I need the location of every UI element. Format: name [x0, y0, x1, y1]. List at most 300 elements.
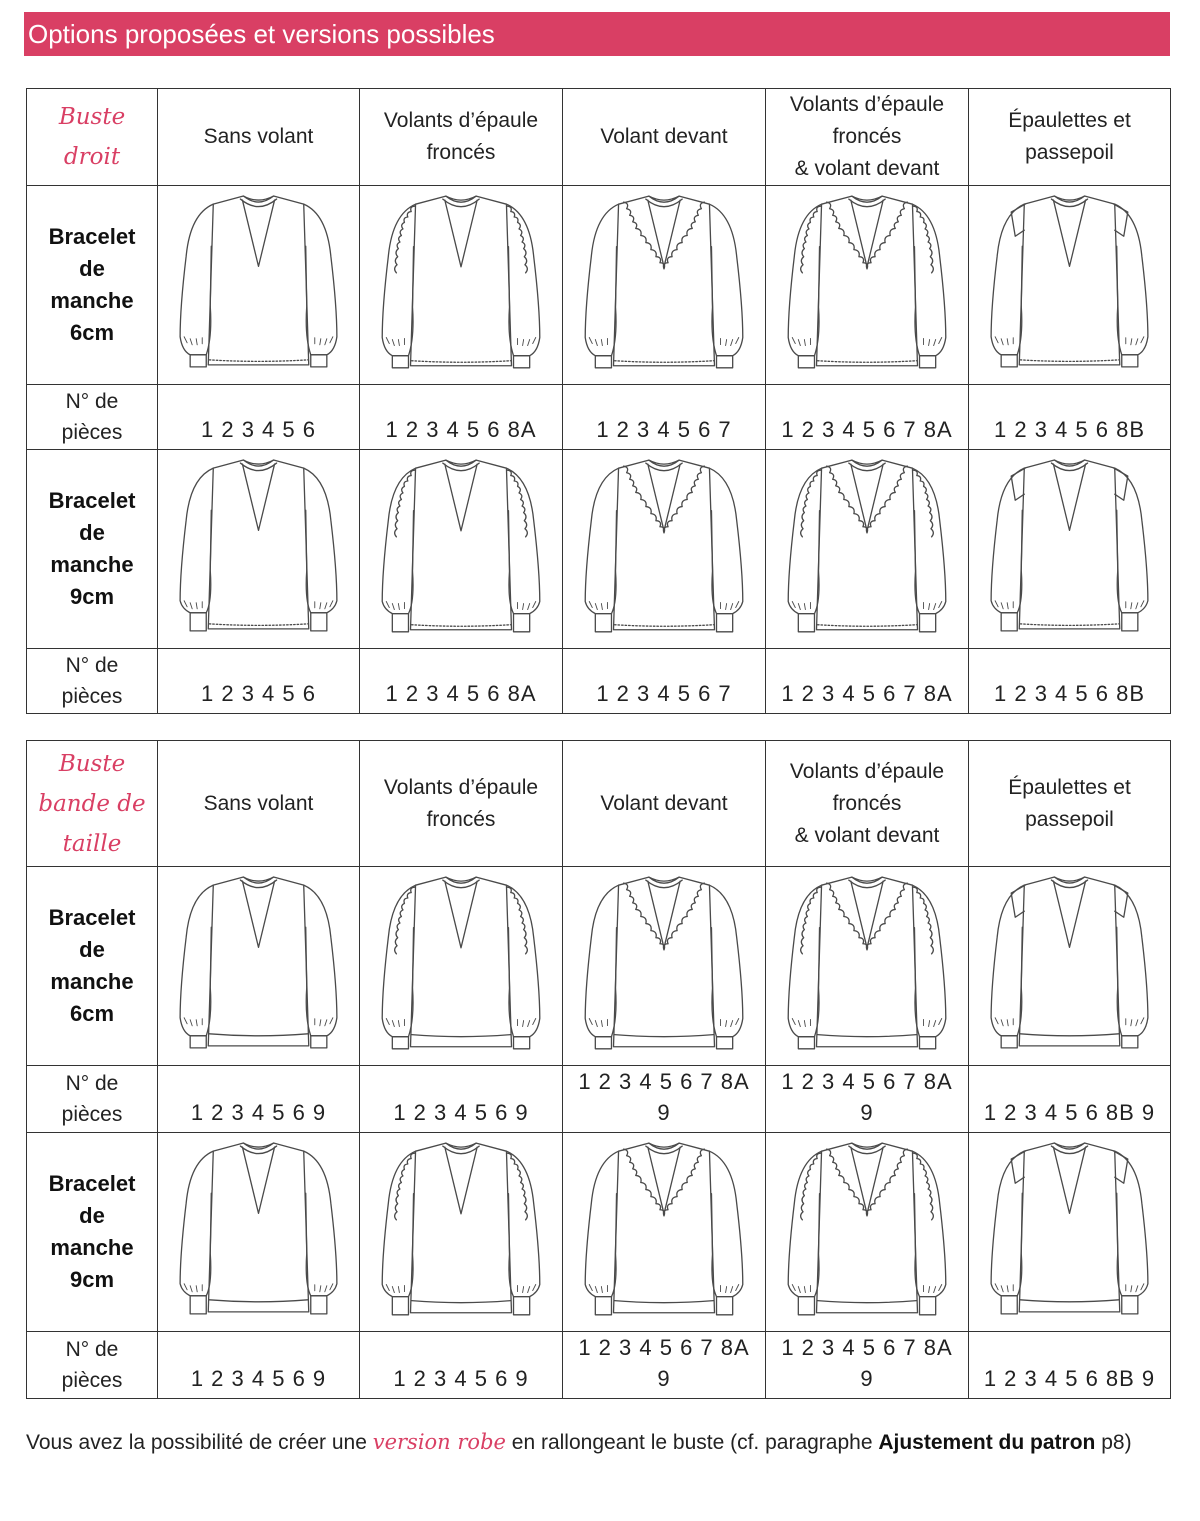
garment-sleeve-gathers [184, 1284, 333, 1292]
garment-row [27, 449, 1171, 648]
garment-shoulder-ruffle-left [395, 1153, 415, 1220]
garment-left-sleeve [382, 204, 415, 355]
garment-right-sleeve [304, 886, 337, 1037]
garment-body [411, 877, 512, 1047]
pieces-numbers-line: 9 [657, 1099, 671, 1125]
garment-left-cuff [798, 614, 814, 632]
pieces-numbers-line: 1 2 3 4 5 6 [201, 680, 316, 706]
garment-body [614, 1143, 715, 1313]
garment-v-yoke [242, 1148, 274, 1214]
garment-shoulder-ruffle-right [507, 206, 527, 273]
garment-shoulder-ruffle-left [395, 887, 415, 954]
corner-cell [27, 741, 158, 867]
column-header-line: Volants d’épaule [789, 93, 945, 116]
garment-illustration [360, 450, 562, 648]
corner-label-line: droit [63, 144, 121, 170]
garment-hem [1020, 624, 1118, 626]
garment-illustration [158, 186, 359, 383]
pieces-numbers-line: 1 2 3 4 5 6 8B 9 [983, 1099, 1156, 1125]
row-label-line: manche [50, 551, 134, 577]
garment-v-yoke [1053, 882, 1085, 948]
garment-illustration-cell [766, 449, 969, 648]
garment-shoulder-ruffle-left [801, 887, 821, 954]
garment-left-cuff [1001, 355, 1017, 367]
garment-left-cuff [798, 1297, 814, 1315]
column-header-line: Volant devant [600, 791, 728, 815]
row-label-line: Bracelet [48, 223, 136, 249]
garment-hem [412, 361, 511, 363]
pieces-numbers-line: 1 2 3 4 5 6 7 8A [578, 1068, 750, 1094]
garment-sleeve-gathers [792, 337, 941, 345]
garment-neckband [849, 196, 885, 207]
column-header-line: froncés [426, 141, 496, 164]
row-label-line: de [79, 519, 105, 545]
garment-illustration-cell [158, 867, 360, 1066]
garment-front-ruffle-left [624, 1149, 665, 1216]
pieces-numbers [969, 648, 1171, 713]
row-label-line: Bracelet [48, 1170, 136, 1196]
garment-waistband [615, 1301, 714, 1303]
garment-shoulder-ruffle-right [507, 470, 527, 537]
garment-v-yoke [1053, 1148, 1085, 1214]
garment-front-ruffle-left [624, 466, 665, 533]
garment-body [1019, 460, 1119, 629]
garment-left-cuff [595, 356, 611, 368]
pieces-numbers-line: 1 2 3 4 5 6 7 8A [781, 1334, 953, 1360]
garment-body [614, 877, 715, 1047]
options-table-buste-bande-de-taille [26, 740, 1171, 1399]
column-header-line: Épaulettes et [1008, 775, 1131, 799]
garment-illustration-cell [969, 449, 1171, 648]
garment-waistband [209, 1300, 307, 1302]
row-label-line: de [79, 936, 105, 962]
garment-shoulder-ruffle-left [801, 206, 821, 273]
garment-neckband [240, 197, 276, 208]
column-header [158, 89, 360, 186]
garment-body [208, 878, 308, 1047]
garment-sleeve-gathers [589, 337, 738, 345]
garment-illustration-cell [969, 186, 1171, 385]
footer-text-before: Vous avez la possibilité de créer une [26, 1431, 373, 1454]
pieces-numbers [360, 384, 563, 449]
garment-body [817, 877, 918, 1047]
footer-note [26, 1424, 1170, 1461]
row-label-line: manche [50, 1234, 134, 1260]
pieces-numbers [766, 1331, 969, 1398]
garment-hem [209, 624, 307, 626]
garment-illustration-cell [158, 1132, 360, 1331]
garment-v-yoke [1053, 201, 1085, 267]
pieces-label-line: N° de [65, 1071, 119, 1095]
garment-left-cuff [1001, 613, 1017, 631]
garment-illustration [563, 450, 765, 648]
garment-neckband [240, 878, 276, 889]
garment-right-cuff [920, 356, 936, 368]
garment-body [411, 460, 512, 630]
column-header [969, 89, 1171, 186]
row-label [27, 186, 158, 385]
column-header-line: Volants d’épaule [383, 775, 539, 799]
garment-v-yoke [242, 882, 274, 948]
garment-neckband [1051, 878, 1087, 889]
garment-left-cuff [190, 1296, 206, 1314]
pieces-numbers [969, 384, 1171, 449]
pieces-numbers-line: 9 [860, 1365, 874, 1391]
pieces-numbers [563, 1065, 766, 1132]
garment-right-cuff [514, 1297, 530, 1315]
pieces-numbers [158, 1065, 360, 1132]
garment-illustration-cell [563, 867, 766, 1066]
garment-left-sleeve [180, 469, 213, 614]
corner-label-line: Buste [58, 104, 126, 130]
garment-shoulder-ruffle-right [913, 206, 933, 273]
column-header [766, 89, 969, 186]
column-header-line: passepoil [1025, 141, 1114, 164]
garment-illustration [563, 867, 765, 1065]
row-label-line: de [79, 255, 105, 281]
garment-right-cuff [1122, 355, 1138, 367]
garment-waistband [412, 1301, 511, 1303]
garment-right-cuff [920, 1037, 936, 1049]
garment-illustration [766, 1133, 968, 1331]
garment-right-sleeve [912, 204, 945, 355]
corner-label-line: bande de [38, 790, 146, 817]
garment-front-ruffle-left [624, 883, 665, 950]
garment-left-sleeve [991, 469, 1024, 614]
garment-body [614, 196, 715, 366]
pieces-numbers-line: 1 2 3 4 5 6 7 8A [781, 680, 953, 706]
garment-front-ruffle-right [663, 466, 704, 533]
garment-v-yoke [242, 201, 274, 267]
footer-version-robe: version robe [372, 1430, 506, 1454]
garment-shoulder-ruffle-right [913, 1153, 933, 1220]
garment-sleeve-gathers [386, 337, 535, 345]
header-row [27, 89, 1171, 186]
garment-body [411, 1143, 512, 1313]
garment-shoulder-ruffle-right [507, 887, 527, 954]
garment-left-sleeve [180, 1152, 213, 1297]
header-row [27, 741, 1171, 867]
garment-right-cuff [311, 613, 327, 631]
column-header-line: Sans volant [203, 125, 314, 148]
garment-left-sleeve [991, 205, 1024, 356]
garment-hem [1020, 360, 1118, 362]
garment-illustration [969, 867, 1170, 1064]
garment-right-sleeve [912, 1151, 945, 1296]
garment-front-ruffle-right [866, 1149, 907, 1216]
garment-left-cuff [190, 355, 206, 367]
footer-text-middle: en rallongeant le buste (cf. paragraphe [505, 1431, 879, 1454]
garment-right-sleeve [506, 468, 539, 613]
garment-shoulder-ruffle-left [801, 1153, 821, 1220]
garment-front-ruffle-right [663, 883, 704, 950]
column-header-line: froncés [832, 791, 902, 815]
column-header [158, 741, 360, 867]
garment-right-sleeve [506, 204, 539, 355]
footer-patron-link: patron [1030, 1431, 1096, 1454]
garment-right-sleeve [912, 885, 945, 1036]
pieces-numbers-line: 9 [860, 1099, 874, 1125]
section-title: Options proposées et versions possibles [28, 19, 495, 49]
garment-waistband [412, 1035, 511, 1037]
section-title-banner [24, 12, 1170, 56]
garment-neckband [443, 196, 479, 207]
pieces-numbers-line: 1 2 3 4 5 6 8B 9 [983, 1365, 1156, 1391]
row-label [27, 867, 158, 1066]
column-header [360, 741, 563, 867]
pieces-label-line: pièces [61, 684, 123, 708]
garment-neckband [1051, 1143, 1087, 1154]
garment-left-sleeve [788, 468, 821, 613]
garment-left-sleeve [180, 886, 213, 1037]
column-header-line: froncés [426, 807, 496, 831]
pieces-numbers-line: 1 2 3 4 5 6 7 8A [578, 1334, 750, 1360]
garment-left-sleeve [585, 204, 618, 355]
garment-left-cuff [798, 356, 814, 368]
pieces-label [27, 648, 158, 713]
garment-body [817, 1143, 918, 1313]
garment-illustration [563, 186, 765, 384]
column-header [563, 741, 766, 867]
garment-front-ruffle-left [624, 202, 665, 269]
pieces-label-line: pièces [61, 1368, 123, 1392]
row-label-line: Bracelet [48, 904, 136, 930]
garment-shoulder-ruffle-left [395, 206, 415, 273]
pieces-label-line: N° de [65, 389, 119, 413]
garment-hem [615, 361, 714, 363]
garment-left-cuff [392, 356, 408, 368]
garment-left-sleeve [788, 1151, 821, 1296]
garment-right-cuff [1122, 1296, 1138, 1314]
garment-row [27, 1132, 1171, 1331]
row-label [27, 1132, 158, 1331]
garment-neckband [849, 877, 885, 888]
garment-right-sleeve [1115, 469, 1148, 614]
options-table-buste-droit [26, 88, 1171, 714]
pieces-numbers-line: 1 2 3 4 5 6 8B [994, 680, 1145, 706]
garment-illustration [158, 450, 359, 647]
row-label [27, 449, 158, 648]
garment-right-cuff [1122, 613, 1138, 631]
garment-illustration-cell [563, 1132, 766, 1331]
pieces-label-line: N° de [65, 653, 119, 677]
pieces-row [27, 1331, 1171, 1398]
garment-sleeve-gathers [589, 601, 738, 609]
garment-neckband [240, 1143, 276, 1154]
garment-left-cuff [1001, 1036, 1017, 1048]
garment-right-sleeve [709, 885, 742, 1036]
pieces-numbers [158, 1331, 360, 1398]
garment-front-ruffle-left [827, 466, 868, 533]
pieces-numbers-line: 1 2 3 4 5 6 7 [596, 416, 732, 442]
pieces-numbers [360, 648, 563, 713]
garment-front-ruffle-left [827, 202, 868, 269]
garment-v-yoke [648, 200, 680, 267]
garment-right-cuff [717, 614, 733, 632]
pieces-numbers-line: 1 2 3 4 5 6 9 [190, 1365, 327, 1391]
pieces-numbers-line: 1 2 3 4 5 6 7 8A [781, 416, 953, 442]
pieces-numbers-line: 1 2 3 4 5 6 7 8A [781, 1068, 953, 1094]
row-label-line: 9cm [69, 1266, 115, 1292]
pieces-numbers [563, 384, 766, 449]
pieces-numbers-line: 1 2 3 4 5 6 9 [393, 1365, 529, 1391]
garment-shoulder-ruffle-right [913, 887, 933, 954]
garment-left-sleeve [180, 205, 213, 356]
garment-illustration-cell [360, 449, 563, 648]
garment-illustration [766, 186, 968, 384]
garment-v-yoke [851, 881, 883, 948]
garment-neckband [240, 460, 276, 471]
garment-front-ruffle-right [866, 883, 907, 950]
garment-left-sleeve [585, 468, 618, 613]
row-label-line: manche [50, 968, 134, 994]
garment-body [208, 197, 308, 366]
garment-left-cuff [798, 1037, 814, 1049]
garment-illustration-cell [563, 449, 766, 648]
footer-text-after: p8) [1095, 1431, 1132, 1454]
row-label-line: Bracelet [48, 487, 136, 513]
garment-waistband [615, 1035, 714, 1037]
row-label-line: 6cm [69, 319, 115, 345]
pieces-row [27, 1065, 1171, 1132]
garment-waistband [818, 1301, 917, 1303]
garment-waistband [818, 1035, 917, 1037]
garment-waistband [1020, 1034, 1118, 1036]
garment-right-cuff [311, 355, 327, 367]
row-label-line: 6cm [69, 1000, 115, 1026]
corner-label-line: Buste [58, 750, 126, 777]
garment-neckband [849, 460, 885, 471]
pieces-numbers-line: 1 2 3 4 5 6 8A [385, 680, 537, 706]
garment-row [27, 186, 1171, 385]
garment-right-sleeve [1115, 886, 1148, 1037]
garment-right-cuff [514, 614, 530, 632]
garment-left-cuff [392, 1037, 408, 1049]
garment-v-yoke [851, 200, 883, 267]
garment-left-cuff [190, 1036, 206, 1048]
garment-right-cuff [717, 356, 733, 368]
garment-right-sleeve [304, 205, 337, 356]
row-label-line: manche [50, 287, 134, 313]
garment-v-yoke [445, 1147, 477, 1214]
garment-sleeve-gathers [386, 1284, 535, 1292]
pieces-numbers-line: 1 2 3 4 5 6 9 [393, 1099, 529, 1125]
pieces-numbers [563, 648, 766, 713]
pieces-label [27, 384, 158, 449]
garment-front-ruffle-right [663, 1149, 704, 1216]
garment-sleeve-gathers [995, 1284, 1144, 1292]
garment-body [1019, 878, 1119, 1047]
column-header [360, 89, 563, 186]
corner-cell [27, 89, 158, 186]
garment-neckband [1051, 197, 1087, 208]
garment-right-sleeve [709, 1151, 742, 1296]
garment-v-yoke [648, 1147, 680, 1214]
garment-neckband [1051, 460, 1087, 471]
garment-neckband [443, 460, 479, 471]
garment-v-yoke [445, 881, 477, 948]
garment-left-cuff [595, 614, 611, 632]
garment-illustration [360, 1133, 562, 1331]
pieces-numbers-line: 1 2 3 4 5 6 9 [190, 1099, 327, 1125]
column-header-line: & volant devant [794, 823, 940, 847]
garment-left-sleeve [991, 1152, 1024, 1297]
garment-waistband [1020, 1300, 1118, 1302]
garment-sleeve-gathers [792, 1284, 941, 1292]
garment-right-sleeve [304, 1152, 337, 1297]
pieces-numbers-line: 1 2 3 4 5 6 [201, 416, 316, 442]
pieces-numbers [158, 384, 360, 449]
garment-hem [209, 360, 307, 362]
garment-left-sleeve [382, 468, 415, 613]
pieces-label [27, 1065, 158, 1132]
garment-sleeve-gathers [792, 601, 941, 609]
pieces-numbers-line: 1 2 3 4 5 6 8A [385, 416, 537, 442]
garment-left-sleeve [788, 204, 821, 355]
garment-body [208, 1143, 308, 1312]
garment-hem [818, 361, 917, 363]
pieces-numbers [969, 1065, 1171, 1132]
garment-sleeve-gathers [792, 1018, 941, 1026]
garment-left-cuff [392, 1297, 408, 1315]
garment-left-sleeve [788, 885, 821, 1036]
footer-ajustement-link: Ajustement du [878, 1431, 1025, 1454]
garment-right-sleeve [912, 468, 945, 613]
garment-waistband [209, 1034, 307, 1036]
garment-sleeve-gathers [995, 337, 1144, 345]
garment-neckband [443, 877, 479, 888]
garment-illustration [969, 450, 1170, 647]
row-label-line: de [79, 1202, 105, 1228]
garment-v-yoke [445, 200, 477, 267]
garment-front-ruffle-right [866, 202, 907, 269]
column-header-line: & volant devant [794, 157, 940, 180]
garment-v-yoke [242, 465, 274, 531]
garment-illustration [158, 867, 359, 1064]
garment-neckband [646, 196, 682, 207]
pieces-numbers [360, 1065, 563, 1132]
garment-right-cuff [920, 1297, 936, 1315]
pieces-numbers-line: 1 2 3 4 5 6 7 [596, 680, 732, 706]
garment-illustration-cell [563, 186, 766, 385]
garment-hem [615, 625, 714, 627]
garment-right-cuff [1122, 1036, 1138, 1048]
garment-front-ruffle-right [866, 466, 907, 533]
garment-illustration [766, 867, 968, 1065]
garment-front-ruffle-left [827, 883, 868, 950]
garment-illustration [969, 186, 1170, 383]
garment-illustration [563, 1133, 765, 1331]
garment-front-ruffle-right [663, 202, 704, 269]
garment-sleeve-gathers [184, 1018, 333, 1026]
pieces-numbers [563, 1331, 766, 1398]
pieces-numbers [766, 384, 969, 449]
garment-illustration [360, 867, 562, 1065]
pieces-numbers [766, 1065, 969, 1132]
garment-illustration-cell [158, 449, 360, 648]
garment-v-yoke [851, 464, 883, 531]
pieces-numbers [969, 1331, 1171, 1398]
garment-left-sleeve [585, 1151, 618, 1296]
column-header-line: froncés [832, 125, 902, 148]
garment-left-cuff [1001, 1296, 1017, 1314]
garment-illustration-cell [969, 1132, 1171, 1331]
garment-illustration-cell [766, 186, 969, 385]
garment-sleeve-gathers [386, 601, 535, 609]
garment-row [27, 867, 1171, 1066]
garment-body [208, 460, 308, 629]
garment-right-cuff [514, 1037, 530, 1049]
